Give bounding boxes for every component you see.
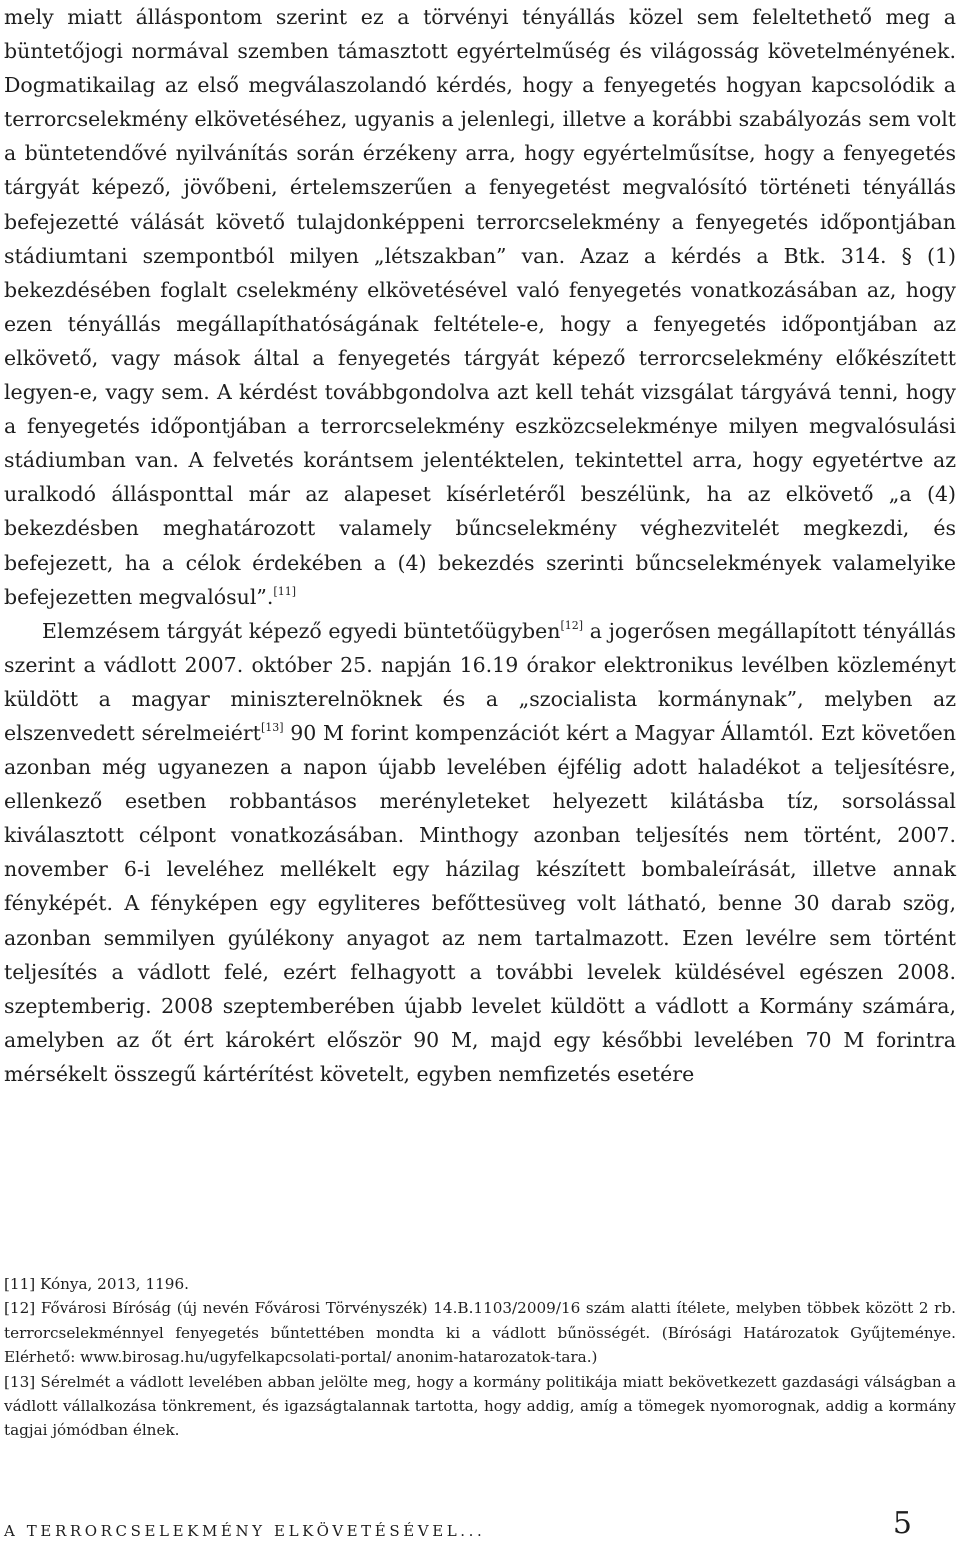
footnote-11: [11] Kónya, 2013, 1196. <box>4 1275 189 1293</box>
paragraph-1-text: mely miatt álláspontom szerint ez a törvényi tényállás közel sem feleltethető meg a büntetőjogi normával szemben támasztott egyértelműség és világosság követelményének. Dogmatikailag az első megválaszolandó kérdés, hogy a fenyegetés hogyan kapcsolódik a terrorcselekmény elkövetéséhez, ugyanis a jelenlegi, illetve a korábbi szabályozás sem volt a büntetendővé nyilvánítás során érzékeny arra, hogy egyértelműsítse, hogy a fenyegetés tárgyát képező, jövőbeni, értelemszerűen a fenyegetést megvalósító történeti tényállás befejezetté válását követő tulajdonképpeni terrorcselekmény a fenyegetés időpontjában stádiumtani szempontból milyen „létszakban” van. Azaz a kérdés a Btk. 314. § (1) bekezdésében foglalt cselekmény elkövetésével való fenyegetés vonatkozásában az, hogy ezen tényállás megállapíthatóságának feltétele-e, hogy a fenyegetés időpontjában az elkövető, vagy mások által a fenyegetés tárgyát képező terrorcselekmény előkészített legyen-e, vagy sem. A kérdést továbbgondolva azt kell tehát vizsgálat tárgyává tenni, hogy a fenyegetés időpontjában a terrorcselekmény eszközcselekménye milyen megvalósulási stádiumban van. A felvetés korántsem jelentéktelen, tekintettel arra, hogy egyetértve az uralkodó állásponttal már az alapeset kísérletéről beszélünk, ha az elkövető „a (4) bekezdésben meghatározott valamely bűncselekmény véghezvitelét megkezdi, és befejezett, ha a célok érdekében a (4) bekezdés szerinti bűncselekmények valamelyike befejezetten megvalósul”. <box>4 5 956 609</box>
footnote-ref-13: [13] <box>260 720 284 734</box>
page-number: 5 <box>892 1506 912 1541</box>
paragraph-1 <box>4 0 956 614</box>
footnote-12: [12] Fővárosi Bíróság (új nevén Fővárosi Törvényszék) 14.B.1103/2009/16 szám alatti ítélete, melyben többek között 2 rb. terrorcselekménnyel fenyegetés bűntettében mondta ki a vádlott bűnösségét. (Bírósági Határozatok Gyűjteménye. Elérhető: www.birosag.hu/ugyfelkapcsolati-portal/ anonim-hatarozatok-tara.) <box>4 1299 956 1367</box>
footnotes <box>4 1272 956 1443</box>
paragraph-2-text-b: a jogerősen megállapított tényállás szerint a vádlott 2007. október 25. napján 16.19 órakor elektronikus levélben közleményt küldött a magyar miniszterelnöknek és a „szocialista kormánynak”, melyben az elszenvedett sérelmeiért <box>4 618 956 745</box>
footnote-ref-12: [12] <box>560 618 584 632</box>
running-footer-title: A TERRORCSELEKMÉNY ELKÖVETÉSÉVEL... <box>4 1522 486 1540</box>
paragraph-2-text-c: 90 M forint kompenzációt kért a Magyar Államtól. Ezt követően azonban még ugyanezen a napon újabb levelében éjfélig adott haladékot a teljesítésre, ellenkező esetben robbantásos merényleteket helyezett kilátásba tíz, sorsolással kiválasztott célpont vonatkozásában. Minthogy azonban teljesítés nem történt, 2007. november 6-i leveléhez mellékelt egy házilag készített bombaleírását, illetve annak fényképét. A fényképen egy egyliteres befőttesüveg volt látható, benne 30 darab szög, azonban semmilyen gyúlékony anyagot az nem tartalmazott. Ezen levélre sem történt teljesítés a vádlott felé, ezért felhagyott a további levelek küldésével egészen 2008. szeptemberig. 2008 szeptemberében újabb levelet küldött a vádlott a Kormány számára, amelyben az őt ért károkért először 90 M, majd egy későbbi levelében 70 M forintra mérsékelt összegű kártérítést követelt, egyben nemfizetés esetére <box>4 720 956 1086</box>
footnote-13: [13] Sérelmét a vádlott levelében abban jelölte meg, hogy a kormány politikája miatt bekövetkezett gazdasági válságban a vádlott vállalkozása tönkrement, és igazságtalannak tartotta, hogy addig, amíg a tömegek nyomorognak, addig a kormány tagjai jómódban élnek. <box>4 1372 956 1440</box>
paragraph-2 <box>4 614 956 1091</box>
footnote-ref-11: [11] <box>273 584 296 598</box>
paragraph-2-text-a: Elemzésem tárgyát képező egyedi büntetőügyben <box>42 618 561 643</box>
body-text <box>4 0 956 1091</box>
